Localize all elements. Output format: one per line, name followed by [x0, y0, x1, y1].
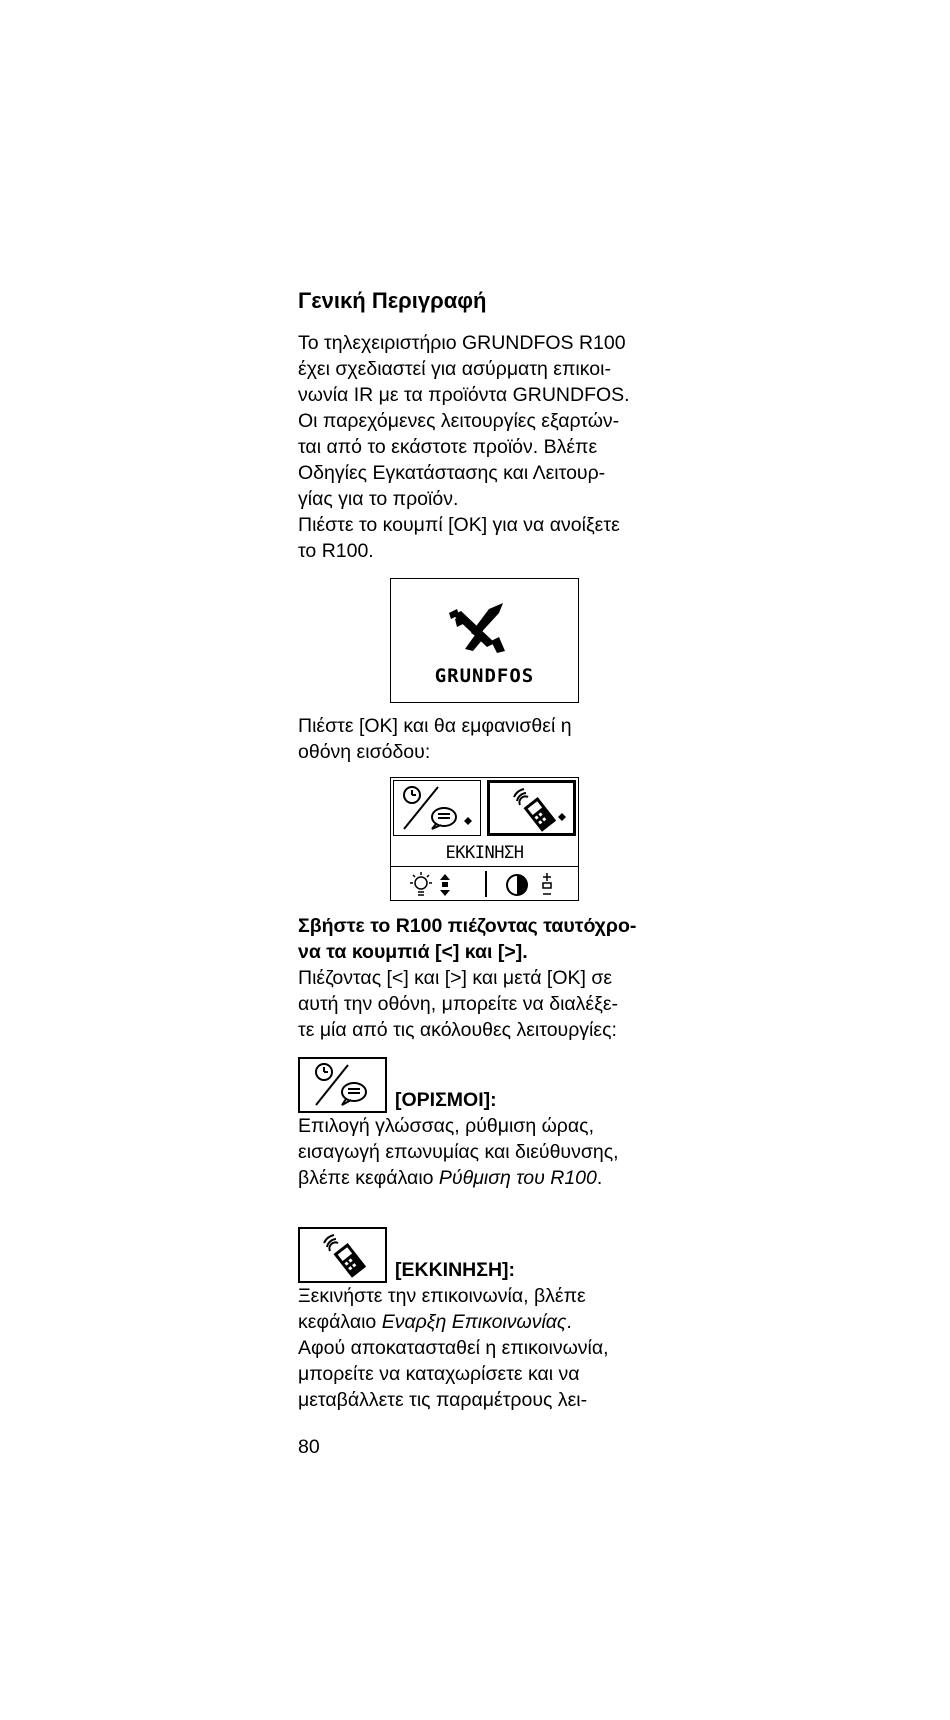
- screen-start-label: ΕΚΚΙΝΗΣΗ: [391, 840, 578, 867]
- settings-section-head: [298, 1057, 678, 1113]
- settings-icon: [394, 781, 479, 834]
- intro-line: νωνία IR με τα προϊόντα GRUNDFOS.: [298, 384, 630, 406]
- press-ok-paragraph: [298, 713, 678, 765]
- grundfos-logo-icon: [391, 579, 577, 664]
- settings-ref-prefix: βλέπε κεφάλαιο: [298, 1167, 439, 1189]
- intro-line: γίας για το προϊόν.: [298, 488, 459, 510]
- grundfos-logo-text: GRUNDFOS: [434, 665, 535, 687]
- settings-title: [ΟΡΙΣΜΟΙ]:: [395, 1089, 497, 1111]
- settings-description: [298, 1113, 678, 1191]
- settings-tile-large: [298, 1057, 387, 1113]
- power-off-paragraph: [298, 913, 678, 965]
- settings-tile: [393, 780, 481, 836]
- entry-screen: [390, 777, 579, 901]
- press-ok-line: οθόνη εισόδου:: [298, 741, 431, 763]
- intro-line: Πιέστε το κουμπί [OK] για να ανοίξετε: [298, 514, 620, 536]
- select-line: αυτή την οθόνη, μπορείτε να διαλέξε-: [298, 993, 619, 1015]
- start-line: μπορείτε να καταχωρίσετε και να: [298, 1363, 580, 1385]
- intro-line: Οδηγίες Εγκατάστασης και Λειτουρ-: [298, 462, 606, 484]
- select-paragraph: [298, 965, 678, 1043]
- page-content: [298, 288, 678, 1413]
- settings-chapter-ref: Ρύθμιση του R100: [438, 1167, 597, 1189]
- start-title: [ΕΚΚΙΝΗΣΗ]:: [395, 1259, 516, 1281]
- start-ref-prefix: κεφάλαιο: [298, 1311, 382, 1333]
- start-tile: [487, 780, 576, 836]
- backlight-icon: [405, 870, 465, 900]
- start-line: Αφού αποκατασταθεί η επικοινωνία,: [298, 1337, 609, 1359]
- screen-status-bar: [391, 868, 578, 900]
- start-tile-large: [298, 1227, 387, 1283]
- page-number: 80: [298, 1436, 320, 1458]
- settings-icon: [300, 1059, 385, 1111]
- contrast-icon: [499, 870, 569, 900]
- start-line: μεταβάλλετε τις παραμέτρους λει-: [298, 1389, 588, 1411]
- remote-control-icon: [490, 783, 573, 833]
- start-chapter-ref: Εναρξη Επικοινωνίας: [381, 1311, 567, 1333]
- start-description: [298, 1283, 678, 1413]
- intro-paragraph: [298, 330, 678, 564]
- start-line: [298, 1309, 678, 1335]
- intro-line: Οι παρεχόμενες λειτουργίες εξαρτών-: [298, 410, 620, 432]
- settings-line: εισαγωγή επωνυμίας και διεύθυνσης,: [298, 1141, 619, 1163]
- start-section-head: [298, 1227, 678, 1283]
- start-line: Ξεκινήστε την επικοινωνία, βλέπε: [298, 1285, 586, 1307]
- intro-line: ται από το εκάστοτε προϊόν. Βλέπε: [298, 436, 598, 458]
- settings-line: Επιλογή γλώσσας, ρύθμιση ώρας,: [298, 1115, 594, 1137]
- press-ok-line: Πιέστε [OK] και θα εμφανισθεί η: [298, 715, 572, 737]
- power-off-line: Σβήστε το R100 πιέζοντας ταυτόχρο-: [298, 915, 637, 937]
- power-off-line: να τα κουμπιά [<] και [>].: [298, 941, 528, 963]
- grundfos-logo-screen: [390, 578, 579, 703]
- remote-control-icon: [300, 1229, 385, 1281]
- settings-line: [298, 1165, 678, 1191]
- section-heading: Γενική Περιγραφή: [298, 288, 487, 313]
- intro-line: Το τηλεχειριστήριο GRUNDFOS R100: [298, 332, 626, 354]
- intro-line: το R100.: [298, 540, 374, 562]
- status-divider: [485, 871, 487, 897]
- settings-ref-suffix: .: [596, 1167, 603, 1189]
- start-ref-suffix: .: [566, 1311, 572, 1333]
- intro-line: έχει σχεδιαστεί για ασύρματη επικοι-: [298, 358, 611, 380]
- select-line: Πιέζοντας [<] και [>] και μετά [OK] σε: [298, 967, 613, 989]
- select-line: τε μία από τις ακόλουθες λειτουργίες:: [298, 1019, 617, 1041]
